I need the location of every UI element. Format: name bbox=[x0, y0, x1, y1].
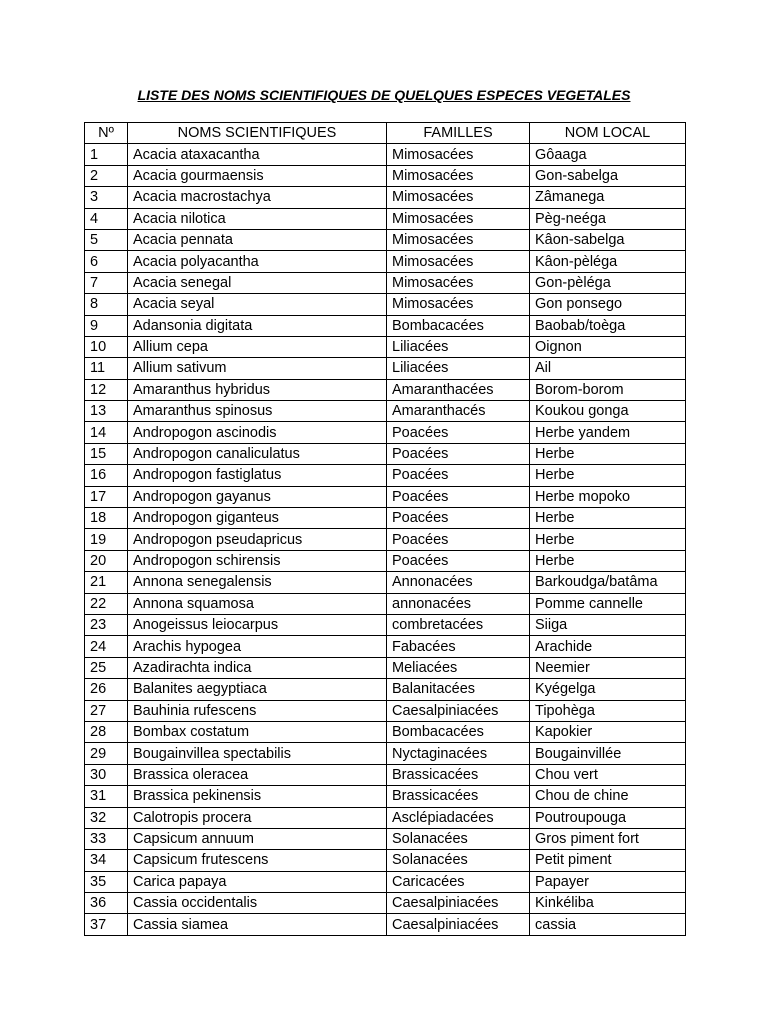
header-families: FAMILLES bbox=[387, 123, 530, 144]
cell-local-name: Kâon-pèléga bbox=[530, 251, 686, 272]
cell-family: Poacées bbox=[387, 486, 530, 507]
header-scientific-names: NOMS SCIENTIFIQUES bbox=[128, 123, 387, 144]
cell-family: Mimosacées bbox=[387, 272, 530, 293]
cell-scientific-name: Acacia polyacantha bbox=[128, 251, 387, 272]
cell-number: 5 bbox=[85, 229, 128, 250]
table-row bbox=[85, 443, 686, 464]
cell-family: annonacées bbox=[387, 593, 530, 614]
cell-number: 21 bbox=[85, 572, 128, 593]
cell-family: Liliacées bbox=[387, 336, 530, 357]
table-row bbox=[85, 401, 686, 422]
table-row bbox=[85, 486, 686, 507]
cell-family: Annonacées bbox=[387, 572, 530, 593]
cell-number: 7 bbox=[85, 272, 128, 293]
cell-number: 22 bbox=[85, 593, 128, 614]
cell-local-name: Bougainvillée bbox=[530, 743, 686, 764]
cell-number: 34 bbox=[85, 850, 128, 871]
cell-scientific-name: Bougainvillea spectabilis bbox=[128, 743, 387, 764]
cell-number: 36 bbox=[85, 893, 128, 914]
cell-family: Poacées bbox=[387, 465, 530, 486]
cell-scientific-name: Annona senegalensis bbox=[128, 572, 387, 593]
table-row bbox=[85, 593, 686, 614]
cell-local-name: Neemier bbox=[530, 657, 686, 678]
species-table bbox=[84, 122, 686, 936]
cell-scientific-name: Calotropis procera bbox=[128, 807, 387, 828]
cell-scientific-name: Adansonia digitata bbox=[128, 315, 387, 336]
cell-local-name: Papayer bbox=[530, 871, 686, 892]
cell-scientific-name: Cassia occidentalis bbox=[128, 893, 387, 914]
cell-local-name: Chou de chine bbox=[530, 786, 686, 807]
table-row bbox=[85, 187, 686, 208]
cell-local-name: Siiga bbox=[530, 614, 686, 635]
cell-number: 10 bbox=[85, 336, 128, 357]
cell-number: 8 bbox=[85, 294, 128, 315]
cell-local-name: Herbe yandem bbox=[530, 422, 686, 443]
cell-local-name: Chou vert bbox=[530, 764, 686, 785]
cell-family: Caesalpiniacées bbox=[387, 914, 530, 935]
species-table-body bbox=[85, 144, 686, 935]
cell-scientific-name: Acacia seyal bbox=[128, 294, 387, 315]
cell-family: Poacées bbox=[387, 529, 530, 550]
cell-local-name: Kapokier bbox=[530, 721, 686, 742]
table-row bbox=[85, 807, 686, 828]
cell-number: 16 bbox=[85, 465, 128, 486]
cell-number: 24 bbox=[85, 636, 128, 657]
cell-number: 4 bbox=[85, 208, 128, 229]
cell-scientific-name: Anogeissus leiocarpus bbox=[128, 614, 387, 635]
cell-family: Caesalpiniacées bbox=[387, 700, 530, 721]
cell-scientific-name: Carica papaya bbox=[128, 871, 387, 892]
table-row bbox=[85, 828, 686, 849]
cell-local-name: Petit piment bbox=[530, 850, 686, 871]
cell-scientific-name: Allium sativum bbox=[128, 358, 387, 379]
table-row bbox=[85, 721, 686, 742]
cell-local-name: Tipohèga bbox=[530, 700, 686, 721]
cell-number: 2 bbox=[85, 165, 128, 186]
cell-number: 9 bbox=[85, 315, 128, 336]
cell-family: Amaranthacées bbox=[387, 379, 530, 400]
cell-number: 37 bbox=[85, 914, 128, 935]
cell-scientific-name: Andropogon ascinodis bbox=[128, 422, 387, 443]
cell-family: Mimosacées bbox=[387, 294, 530, 315]
cell-number: 12 bbox=[85, 379, 128, 400]
cell-scientific-name: Arachis hypogea bbox=[128, 636, 387, 657]
cell-local-name: Gon-sabelga bbox=[530, 165, 686, 186]
table-row bbox=[85, 871, 686, 892]
cell-scientific-name: Bauhinia rufescens bbox=[128, 700, 387, 721]
cell-number: 23 bbox=[85, 614, 128, 635]
cell-scientific-name: Acacia nilotica bbox=[128, 208, 387, 229]
cell-scientific-name: Andropogon schirensis bbox=[128, 550, 387, 571]
cell-scientific-name: Allium cepa bbox=[128, 336, 387, 357]
document-title: LISTE DES NOMS SCIENTIFIQUES DE QUELQUES ESPECES VEGETALES bbox=[137, 87, 631, 103]
table-row bbox=[85, 379, 686, 400]
table-row bbox=[85, 251, 686, 272]
cell-number: 28 bbox=[85, 721, 128, 742]
cell-local-name: Kâon-sabelga bbox=[530, 229, 686, 250]
cell-local-name: Koukou gonga bbox=[530, 401, 686, 422]
cell-family: Mimosacées bbox=[387, 144, 530, 165]
cell-family: Bombacacées bbox=[387, 721, 530, 742]
cell-number: 6 bbox=[85, 251, 128, 272]
header-number: Nº bbox=[85, 123, 128, 144]
cell-scientific-name: Bombax costatum bbox=[128, 721, 387, 742]
table-row bbox=[85, 165, 686, 186]
cell-scientific-name: Andropogon pseudapricus bbox=[128, 529, 387, 550]
cell-scientific-name: Amaranthus spinosus bbox=[128, 401, 387, 422]
cell-number: 17 bbox=[85, 486, 128, 507]
table-row bbox=[85, 657, 686, 678]
cell-scientific-name: Andropogon fastiglatus bbox=[128, 465, 387, 486]
cell-number: 30 bbox=[85, 764, 128, 785]
table-row bbox=[85, 700, 686, 721]
cell-scientific-name: Annona squamosa bbox=[128, 593, 387, 614]
cell-family: Bombacacées bbox=[387, 315, 530, 336]
cell-number: 27 bbox=[85, 700, 128, 721]
cell-number: 11 bbox=[85, 358, 128, 379]
cell-number: 15 bbox=[85, 443, 128, 464]
cell-local-name: Barkoudga/batâma bbox=[530, 572, 686, 593]
cell-scientific-name: Cassia siamea bbox=[128, 914, 387, 935]
cell-family: Asclépiadacées bbox=[387, 807, 530, 828]
table-header-row bbox=[85, 123, 686, 144]
table-row bbox=[85, 315, 686, 336]
cell-number: 18 bbox=[85, 508, 128, 529]
cell-family: Balanitacées bbox=[387, 679, 530, 700]
table-row bbox=[85, 294, 686, 315]
cell-number: 1 bbox=[85, 144, 128, 165]
table-row bbox=[85, 914, 686, 935]
cell-local-name: cassia bbox=[530, 914, 686, 935]
cell-local-name: Pèg-neéga bbox=[530, 208, 686, 229]
cell-scientific-name: Andropogon gayanus bbox=[128, 486, 387, 507]
cell-scientific-name: Acacia senegal bbox=[128, 272, 387, 293]
table-row bbox=[85, 336, 686, 357]
cell-number: 25 bbox=[85, 657, 128, 678]
cell-family: Mimosacées bbox=[387, 187, 530, 208]
cell-number: 35 bbox=[85, 871, 128, 892]
cell-scientific-name: Acacia pennata bbox=[128, 229, 387, 250]
cell-number: 33 bbox=[85, 828, 128, 849]
cell-family: Poacées bbox=[387, 508, 530, 529]
cell-local-name: Kyégelga bbox=[530, 679, 686, 700]
cell-scientific-name: Brassica oleracea bbox=[128, 764, 387, 785]
cell-number: 19 bbox=[85, 529, 128, 550]
cell-local-name: Poutroupouga bbox=[530, 807, 686, 828]
cell-family: Poacées bbox=[387, 550, 530, 571]
table-row bbox=[85, 508, 686, 529]
table-row bbox=[85, 614, 686, 635]
cell-local-name: Baobab/toèga bbox=[530, 315, 686, 336]
table-row bbox=[85, 422, 686, 443]
cell-scientific-name: Andropogon canaliculatus bbox=[128, 443, 387, 464]
cell-family: Mimosacées bbox=[387, 229, 530, 250]
cell-family: Poacées bbox=[387, 422, 530, 443]
cell-scientific-name: Acacia gourmaensis bbox=[128, 165, 387, 186]
table-row bbox=[85, 679, 686, 700]
cell-family: Amaranthacés bbox=[387, 401, 530, 422]
table-row bbox=[85, 358, 686, 379]
table-row bbox=[85, 229, 686, 250]
cell-family: Fabacées bbox=[387, 636, 530, 657]
cell-scientific-name: Acacia macrostachya bbox=[128, 187, 387, 208]
cell-family: Caesalpiniacées bbox=[387, 893, 530, 914]
cell-family: Liliacées bbox=[387, 358, 530, 379]
cell-local-name: Oignon bbox=[530, 336, 686, 357]
header-local-name: NOM LOCAL bbox=[530, 123, 686, 144]
cell-number: 20 bbox=[85, 550, 128, 571]
table-row bbox=[85, 529, 686, 550]
table-row bbox=[85, 550, 686, 571]
cell-number: 29 bbox=[85, 743, 128, 764]
cell-number: 26 bbox=[85, 679, 128, 700]
cell-scientific-name: Amaranthus hybridus bbox=[128, 379, 387, 400]
cell-local-name: Zâmanega bbox=[530, 187, 686, 208]
table-row bbox=[85, 786, 686, 807]
cell-family: Nyctaginacées bbox=[387, 743, 530, 764]
cell-family: Mimosacées bbox=[387, 165, 530, 186]
table-row bbox=[85, 636, 686, 657]
table-row bbox=[85, 144, 686, 165]
cell-scientific-name: Acacia ataxacantha bbox=[128, 144, 387, 165]
cell-scientific-name: Capsicum annuum bbox=[128, 828, 387, 849]
table-row bbox=[85, 572, 686, 593]
cell-number: 3 bbox=[85, 187, 128, 208]
cell-local-name: Arachide bbox=[530, 636, 686, 657]
cell-family: Solanacées bbox=[387, 828, 530, 849]
cell-family: Caricacées bbox=[387, 871, 530, 892]
cell-local-name: Ail bbox=[530, 358, 686, 379]
cell-local-name: Herbe bbox=[530, 550, 686, 571]
cell-local-name: Herbe bbox=[530, 465, 686, 486]
cell-family: Meliacées bbox=[387, 657, 530, 678]
cell-local-name: Gros piment fort bbox=[530, 828, 686, 849]
cell-scientific-name: Andropogon giganteus bbox=[128, 508, 387, 529]
table-row bbox=[85, 850, 686, 871]
cell-local-name: Pomme cannelle bbox=[530, 593, 686, 614]
cell-scientific-name: Brassica pekinensis bbox=[128, 786, 387, 807]
cell-local-name: Gôaaga bbox=[530, 144, 686, 165]
cell-family: Poacées bbox=[387, 443, 530, 464]
cell-local-name: Herbe bbox=[530, 529, 686, 550]
cell-number: 14 bbox=[85, 422, 128, 443]
cell-local-name: Gon-pèléga bbox=[530, 272, 686, 293]
cell-family: Solanacées bbox=[387, 850, 530, 871]
cell-family: Brassicacées bbox=[387, 764, 530, 785]
table-row bbox=[85, 465, 686, 486]
cell-number: 13 bbox=[85, 401, 128, 422]
cell-number: 32 bbox=[85, 807, 128, 828]
cell-scientific-name: Azadirachta indica bbox=[128, 657, 387, 678]
cell-number: 31 bbox=[85, 786, 128, 807]
cell-local-name: Borom-borom bbox=[530, 379, 686, 400]
cell-scientific-name: Balanites aegyptiaca bbox=[128, 679, 387, 700]
cell-local-name: Herbe mopoko bbox=[530, 486, 686, 507]
table-row bbox=[85, 764, 686, 785]
cell-local-name: Kinkéliba bbox=[530, 893, 686, 914]
cell-local-name: Herbe bbox=[530, 443, 686, 464]
cell-family: Mimosacées bbox=[387, 251, 530, 272]
table-row bbox=[85, 272, 686, 293]
table-row bbox=[85, 743, 686, 764]
cell-family: Mimosacées bbox=[387, 208, 530, 229]
cell-family: Brassicacées bbox=[387, 786, 530, 807]
table-row bbox=[85, 208, 686, 229]
cell-family: combretacées bbox=[387, 614, 530, 635]
cell-scientific-name: Capsicum frutescens bbox=[128, 850, 387, 871]
table-row bbox=[85, 893, 686, 914]
cell-local-name: Gon ponsego bbox=[530, 294, 686, 315]
cell-local-name: Herbe bbox=[530, 508, 686, 529]
